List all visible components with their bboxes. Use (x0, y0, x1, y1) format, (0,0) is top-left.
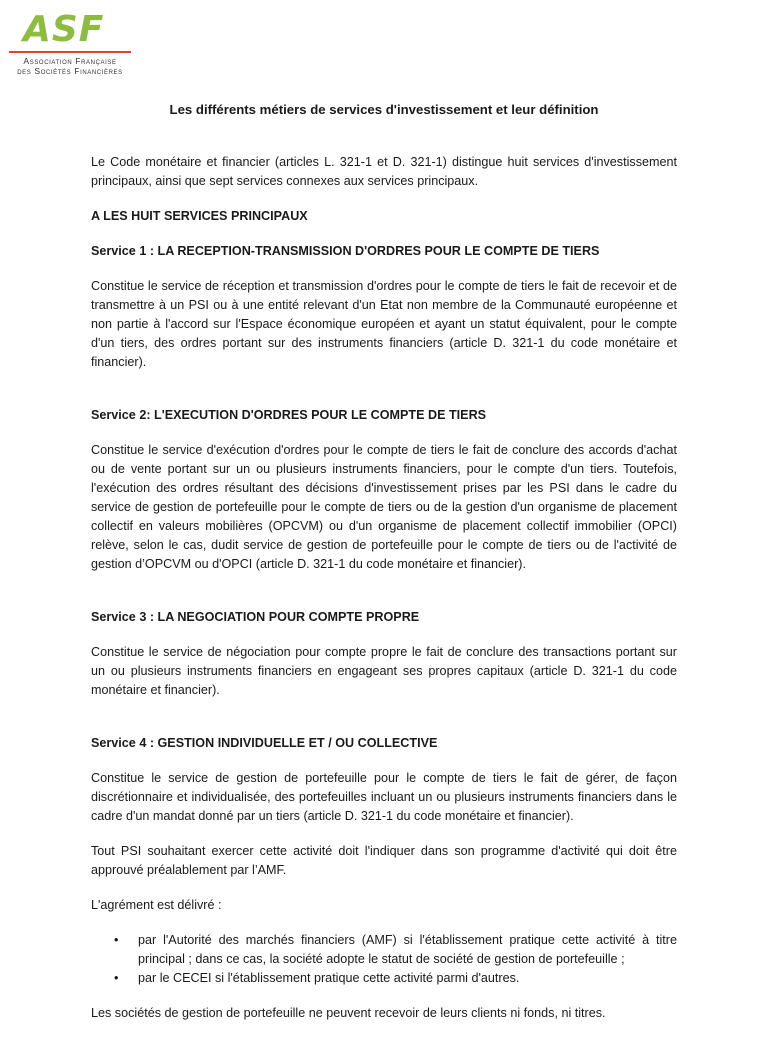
service-1-heading: Service 1 : LA RECEPTION-TRANSMISSION D'ORDRES POUR LE COMPTE DE TIERS (91, 244, 600, 258)
logo-subtitle-line2: des Sociétés Financières (17, 66, 123, 76)
service-2-heading: Service 2: L'EXECUTION D'ORDRES POUR LE COMPTE DE TIERS (91, 408, 487, 422)
section-heading: A LES HUIT SERVICES PRINCIPAUX (91, 209, 308, 223)
list-item: • par l'Autorité des marchés financiers (AMF) si l'établissement pratique cette activité à titre principal ; dans ce cas, la société adopte le statut de société de gestion de portefeuille ; (138, 931, 677, 969)
intro-paragraph: Le Code monétaire et financier (articles L. 321-1 et D. 321-1) distingue huit services d'investissement principaux, ainsi que sept services connexes aux services principaux. (91, 155, 677, 188)
logo-subtitle-line1: Association Française (23, 56, 117, 66)
service-4-paragraph-4: Les sociétés de gestion de portefeuille ne peuvent recevoir de leurs clients ni fonds, ni titres. (91, 1006, 606, 1020)
approval-list (91, 931, 677, 988)
service-1-text: Constitue le service de réception et transmission d'ordres pour le compte de tiers le fait de recevoir et de transmettre à un PSI ou à une entité relevant d'un Etat non membre de la Communauté européenne et non partie à l'accord sur l'Espace économique européen et ayant un statut équivalent, pour le compte d'un tiers, des ordres portant sur des instruments financiers (article D. 321-1 du code monétaire et financier). (91, 279, 677, 369)
document-title: Les différents métiers de services d'investissement et leur définition (169, 102, 599, 117)
service-3-heading: Service 3 : LA NEGOCIATION POUR COMPTE PROPRE (91, 610, 420, 624)
service-4-heading: Service 4 : GESTION INDIVIDUELLE ET / OU COLLECTIVE (91, 736, 438, 750)
service-4-text: Constitue le service de gestion de portefeuille pour le compte de tiers le fait de gérer, de façon discrétionnaire et individualisée, des portefeuilles incluant un ou plusieurs instruments financiers dans le cadre d'un mandat donné par un tiers (article D. 321-1 du code monétaire et financier). (91, 771, 677, 823)
service-2-text: Constitue le service d'exécution d'ordres pour le compte de tiers le fait de conclure des accords d'achat ou de vente portant sur un ou plusieurs instruments financiers, pour le compte d'un tiers. Toutefois, l'exécution des ordres résultant des décisions d'investissement prises par les PSI dans le cadre du service de gestion de portefeuille pour le compte de tiers ou de la gestion d'un organisme de placement collectif en valeurs mobilières (OPCVM) ou d'un organisme de placement collectif immobilier (OPCI) relève, selon le cas, dudit service de gestion de portefeuille pour le compte de tiers ou de l'activité de gestion d’OPCVM ou d'OPCI (article D. 321-1 du code monétaire et financier). (91, 443, 677, 571)
logo-mark: ASF (23, 9, 105, 50)
list-item: • par le CECEI si l'établissement pratique cette activité parmi d'autres. (138, 969, 677, 988)
asf-logo (9, 9, 131, 76)
service-3-text: Constitue le service de négociation pour compte propre le fait de conclure des transactions portant sur un ou plusieurs instruments financiers en engageant ses propres capitaux (article D. 321-1 du code monétaire et financier). (91, 645, 677, 697)
service-4-paragraph-2: Tout PSI souhaitant exercer cette activité doit l'indiquer dans son programme d'activité qui doit être approuvé préalablement par l’AMF. (91, 844, 677, 877)
service-4-paragraph-3: L'agrément est délivré : (91, 898, 222, 912)
logo-divider (9, 51, 131, 53)
document-body (91, 100, 677, 1039)
